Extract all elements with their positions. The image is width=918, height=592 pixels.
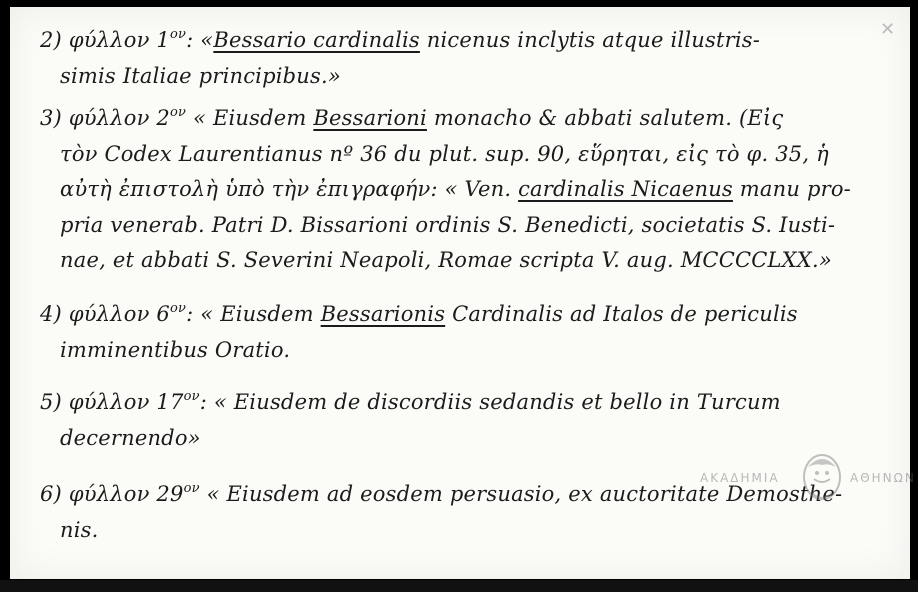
underlined-name: Bessario cardinalis	[213, 28, 420, 52]
entry-text: Cardinalis ad Italos de periculis	[445, 302, 798, 326]
entry-line	[40, 379, 781, 421]
entry-line	[40, 95, 851, 137]
entry-text: nicenus inclytis atque illustris-	[419, 28, 761, 52]
entry-number: 2)	[40, 28, 62, 52]
entry-number: 4)	[40, 302, 62, 326]
entry-5	[40, 379, 781, 456]
entry-line: decernendo»	[60, 425, 201, 450]
underlined-name: Bessarionis	[320, 302, 446, 326]
watermark-left-text: ΑΚΑΔΗΜΙΑ	[700, 471, 780, 485]
entry-line	[40, 17, 760, 59]
folio-suffix: ον	[170, 301, 187, 316]
entry-3	[40, 95, 851, 279]
folio-suffix: ον	[183, 481, 200, 496]
entry-number: 6)	[40, 482, 62, 506]
folio-label: φύλλον 1	[68, 28, 170, 52]
entry-line: pria venerab. Patri D. Bissarioni ordinis S. Benedicti, societatis S. Iusti-	[60, 212, 836, 237]
underlined-name: Bessarioni	[313, 106, 427, 130]
entry-text: : « Eiusdem de discordiis sedandis et bello in Turcum	[199, 390, 781, 414]
entry-line: imminentibus Oratio.	[60, 337, 291, 362]
entry-line: τὸν Codex Laurentianus nº 36 du plut. sup. 90, εὕρηται, εἰς τὸ φ. 35, ἡ	[60, 141, 829, 166]
entry-text: manu pro-	[732, 177, 851, 201]
entry-number: 3)	[40, 106, 62, 130]
entry-text: : «	[186, 28, 214, 52]
folio-label: φύλλον 2	[68, 106, 170, 130]
entry-line	[40, 172, 851, 208]
entry-text: « Eiusdem	[186, 106, 314, 130]
folio-suffix: ον	[170, 27, 187, 42]
entry-text: « Eiusdem ad eosdem persuasio, ex auctoritate Demosthe-	[199, 482, 843, 506]
scan-border	[0, 580, 918, 592]
entry-line	[40, 291, 798, 333]
entry-2	[40, 17, 760, 94]
athena-head-icon	[798, 449, 846, 505]
folio-label: φύλλον 29	[68, 482, 184, 506]
folio-suffix: ον	[183, 389, 200, 404]
academy-watermark	[700, 447, 918, 507]
folio-label: φύλλον 17	[68, 390, 184, 414]
entry-text: : « Eiusdem	[186, 302, 321, 326]
entry-line: nae, et abbati S. Severini Neapoli, Romae scripta V. aug. MCCCCLXX.»	[60, 248, 832, 272]
entry-4	[40, 291, 798, 368]
watermark-right-text: ΑΘΗΝΩΝ	[850, 471, 916, 485]
folio-suffix: ον	[170, 105, 187, 120]
corner-mark: ✕	[880, 19, 896, 40]
underlined-name: cardinalis Nicaenus	[518, 177, 733, 201]
entry-line: nis.	[60, 517, 99, 542]
entry-number: 5)	[40, 390, 62, 414]
index-card	[10, 7, 916, 579]
entry-text: monacho & abbati salutem. (Εἰς	[426, 106, 784, 130]
entry-text: αὐτὴ ἐπιστολὴ ὑπὸ τὴν ἐπιγραφήν: « Ven.	[60, 177, 519, 201]
folio-label: φύλλον 6	[68, 302, 170, 326]
entry-line: simis Italiae principibus.»	[60, 63, 341, 88]
